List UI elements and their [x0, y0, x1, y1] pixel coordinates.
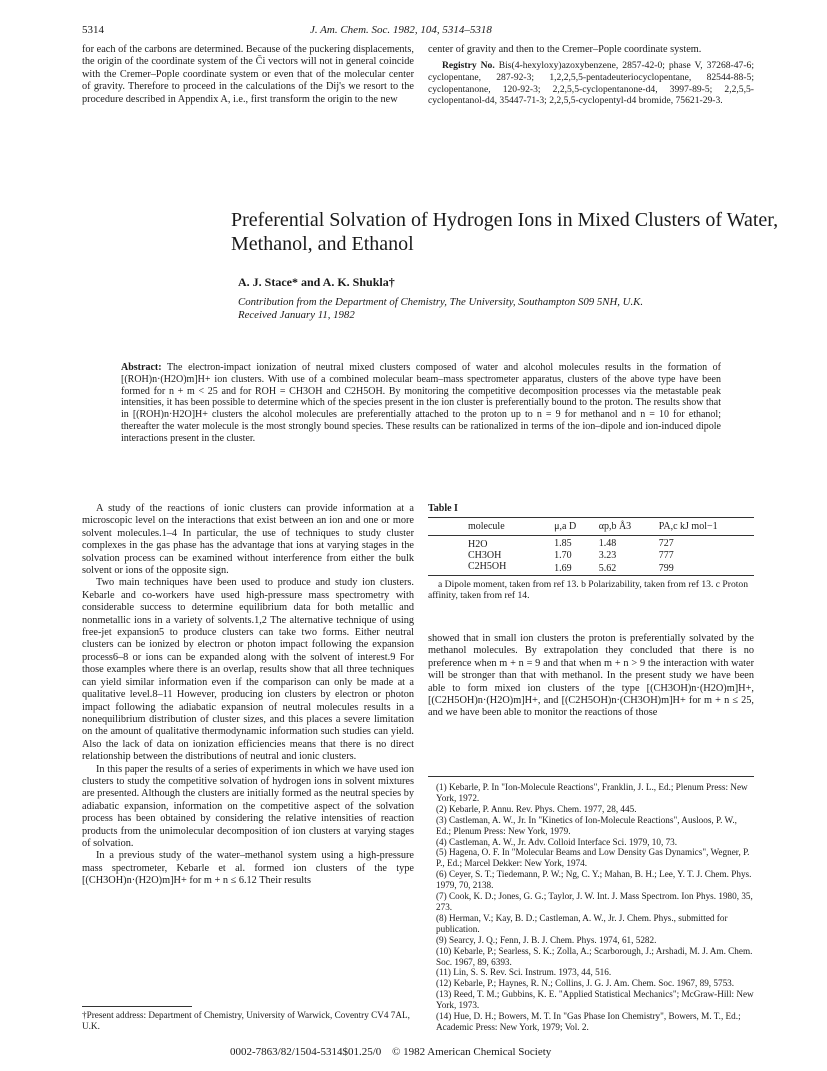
table-header-cell: αp,b Å3 [598, 521, 632, 532]
references-divider [428, 776, 754, 777]
table-row [428, 561, 754, 576]
footer-copyright: © 1982 American Chemical Society [392, 1046, 552, 1058]
table-cell: 777 [658, 550, 674, 561]
page-number: 5314 [82, 24, 104, 36]
page-footer [230, 1046, 551, 1058]
table-cell: C2H5OH [468, 561, 507, 572]
table-cell: 5.62 [598, 562, 617, 574]
table-cell: 727 [658, 537, 674, 549]
table-row [428, 550, 754, 561]
body-paragraph: showed that in small ion clusters the proton is preferentially solvated by the methanol molecules. By extrapolation they concluded that there is no preference when m + n = 9 and that when m + n > 9 the interaction with water will be stronger than that with methanol. In the present study we have been able to form mixed ion clusters of the type [(CH3OH)n·(H2O)m]H+, [(C2H5OH)n·(H2O)m]H+, and [(C2H5OH)n·(CH3OH)m]H+ for m + n ≤ 25, and we have been able to monitor the reactions of those [428, 633, 754, 719]
reference-item: (14) Hue, D. H.; Bowers, M. T. In "Gas Phase Ion Chemistry", Bowers, M. T., Ed.; Academic Press: New York, 1979; Vol. 2. [436, 1011, 741, 1032]
footer-code: 0002-7863/82/1504-5314$01.25/0 [230, 1046, 382, 1058]
reference-item: (7) Cook, K. D.; Jones, G. G.; Taylor, J. W. Int. J. Mass Spectrom. Ion Phys. 1980, 35, 273. [436, 891, 753, 912]
table-header-row [428, 518, 754, 536]
prev-article-left [82, 44, 414, 106]
registry-text: Bis(4-hexyloxy)azoxybenzene, 2857-42-0; phase V, 37268-47-6; cyclopentane, 287-92-3; 1,2,2,5,5-pentadeuteriocyclopentane, 82544-88-5; cyclopentanone, 120-92-3; 2,2,5,5-cyclopentanone-d4, 3997-89-5; 2,2,5,5-cyclopentanol-d4, 35447-71-3; 2,2,5,5-cyclopentyl-d4 bromide, 75621-29-3. [428, 60, 755, 107]
reference-item: (5) Hagena, O. F. In "Molecular Beams and Low Density Gas Dynamics", Wegner, P. P., Ed.; Marcel Dekker: New York, 1974. [436, 847, 750, 869]
reference-item: (6) Ceyer, S. T.; Tiedemann, P. W.; Ng, C. Y.; Mahan, B. H.; Lee, Y. T. J. Chem. Phys. 1979, 70, 2138. [436, 869, 752, 891]
received-date: Received January 11, 1982 [238, 309, 355, 321]
reference-item: (1) Kebarle, P. In "Ion-Molecule Reactions", Franklin, J. L., Ed.; Plenum Press: New York, 1972. [436, 782, 748, 803]
reference-item: (4) Castleman, A. W., Jr. Adv. Colloid Interface Sci. 1979, 10, 73. [436, 836, 678, 847]
reference-item: (2) Kebarle, P. Annu. Rev. Phys. Chem. 1977, 28, 445. [436, 803, 637, 814]
article-title: Preferential Solvation of Hydrogen Ions in Mixed Clusters of Water, Methanol, and Ethanol [231, 209, 779, 255]
table-grid [428, 518, 754, 576]
abstract [121, 362, 721, 445]
reference-item: (11) Lin, S. S. Rev. Sci. Instrum. 1973, 44, 516. [436, 967, 612, 978]
table-row [428, 536, 754, 551]
reference-item: (8) Herman, V.; Kay, B. D.; Castleman, A. W., Jr. J. Chem. Phys., submitted for publication. [436, 912, 728, 934]
body-paragraph: In a previous study of the water–methanol system using a high-pressure mass spectrometer, Kebarle et al. formed ion clusters of the type [(CH3OH)n·(H2O)m]H+ for m + n ≤ 6.12 Their results [82, 850, 414, 887]
body-left-column [82, 503, 414, 888]
prev-article-right [428, 44, 754, 107]
body-paragraph: In this paper the results of a series of experiments in which we have used ion clusters to study the competitive solvation of hydrogen ions in solvent mixtures are presented. Although the clusters are initially formed as the neutral species by adiabatic expansion, information on the competitive aspect of the solvation process has been obtained by considering the relative intensities of reaction products from the unimolecular decomposition of ion clusters at varying stages of solvation. [82, 763, 414, 849]
reference-item: (9) Searcy, J. Q.; Fenn, J. B. J. Chem. Phys. 1974, 61, 5282. [436, 934, 657, 945]
reference-item: (3) Castleman, A. W., Jr. In "Kinetics of Ion-Molecule Reactions", Ausloos, P. W., Ed.; Plenum Press: New York, 1979. [436, 814, 737, 836]
table-cell: 799 [658, 562, 674, 574]
table-1 [428, 503, 754, 602]
article-affiliation [238, 296, 798, 322]
affiliation-line: Contribution from the Department of Chemistry, The University, Southampton S09 5NH, U.K. [238, 296, 644, 308]
footnote-divider [82, 1006, 192, 1007]
reference-item: (13) Reed, T. M.; Gubbins, K. E. "Applied Statistical Mechanics"; McGraw-Hill: New York, 1973. [436, 989, 754, 1011]
body-paragraph: Two main techniques have been used to produce and study ion clusters. Kebarle and co-workers have used high-pressure mass spectrometry with considerable success to determine equilibrium data for both metallic and nonmetallic ions in a variety of solvents.1,2 The alternative technique of using free-jet expansion5 to produce clusters can take two forms. Either neutral clusters can be ionized by electron or photon impact following the expansion process6–8 or ions can be expanded along with the solvent of interest.9 For those examples where there is an overlap, results show that all three techniques can yield similar information even if the comparison can only be made at a qualitative level.8–11 However, producing ion clusters by electron or photon impact following the adiabatic expansion of neutral molecules results in a nonequilibrium distribution of cluster sizes, and this places a severe limitation on the amount of qualitative thermodynamic information such studies can yield. Also the lack of data on ionization efficiencies means that there is no direct relationship between the distributions of neutral and ionic clusters. [82, 577, 414, 763]
journal-citation: J. Am. Chem. Soc. 1982, 104, 5314–5318 [310, 24, 492, 36]
table-caption: Table I [428, 503, 458, 514]
table-cell: 3.23 [598, 550, 617, 561]
present-address-footnote: †Present address: Department of Chemistry, University of Warwick, Coventry CV4 7AL, U.K. [82, 1010, 410, 1031]
table-cell: 1.85 [554, 537, 572, 549]
table-header-cell: PA,c kJ mol−1 [658, 521, 718, 532]
reference-item: (12) Kebarle, P.; Haynes, R. N.; Collins, J. G. J. Am. Chem. Soc. 1967, 89, 5753. [436, 978, 735, 989]
article-authors: A. J. Stace* and A. K. Shukla† [238, 275, 395, 289]
table-cell: 1.69 [554, 562, 572, 574]
table-cell: 1.70 [554, 550, 572, 561]
table-cell: 1.48 [598, 537, 617, 549]
table-cell: H2O [468, 539, 488, 550]
reference-item: (10) Kebarle, P.; Searless, S. K.; Zolla, A.; Scarborough, J.; Arshadi, M. J. Am. Chem. Soc. 1967, 89, 6393. [436, 945, 753, 967]
references-list [428, 782, 754, 1033]
abstract-label: Abstract: [121, 362, 162, 373]
registry-paragraph [428, 60, 754, 106]
prev-article-text: for each of the carbons are determined. Because of the puckering displacements, the origin of the coordinate system of the C̄i vectors will not in general coincide with the Cremer–Pople coordinate system or even that of the molecular center of gravity. Therefore to proceed in the calculations of the Dij's we resort to the procedure described in Appendix A, i.e., first transform the origin to the new [82, 44, 414, 105]
body-right-column [428, 633, 754, 720]
table-cell: CH3OH [468, 550, 502, 561]
table-header-cell: molecule [468, 521, 505, 532]
body-paragraph: A study of the reactions of ionic clusters can provide information at a microscopic level on the interactions that exist between an ion and one or more solvent molecules.1–4 In particular, the use of techniques to study cluster complexes in the gas phase has the advantage that ions at varying stages in the solvation process can be examined without interference from either the bulk solvent or ions of the opposite sign. [82, 503, 414, 577]
abstract-text: The electron-impact ionization of neutral mixed clusters composed of water and alcohol molecules results in the formation of [(ROH)n·(H2O)m]H+ ion clusters. With use of a combined molecular beam–mass spectrometer apparatus, clusters of the above type have been formed for n + m < 25 and for ROH = CH3OH and C2H5OH. By monitoring the competitive decomposition processes via the metastable peak intensities, it has been possible to determine which of the species present in the ion cluster is preferentially bound to the proton. The results show that in [(ROH)n·H2O]H+ clusters the alcohol molecules are preferentially attached to the proton up to n = 9 for methanol and n = 10 for ethanol; thereafter the water molecule is the most strongly bound species. These results can be rationalized in terms of the ion–dipole and ion-induced dipole interactions present in the cluster. [121, 362, 721, 444]
prev-article-continuation: center of gravity and then to the Cremer–Pople coordinate system. [428, 44, 702, 55]
table-header-cell: μ,a D [554, 521, 577, 532]
table-footnotes: a Dipole moment, taken from ref 13. b Polarizability, taken from ref 13. c Proton affinity, taken from ref 14. [428, 579, 749, 602]
registry-label: Registry No. [442, 60, 495, 72]
